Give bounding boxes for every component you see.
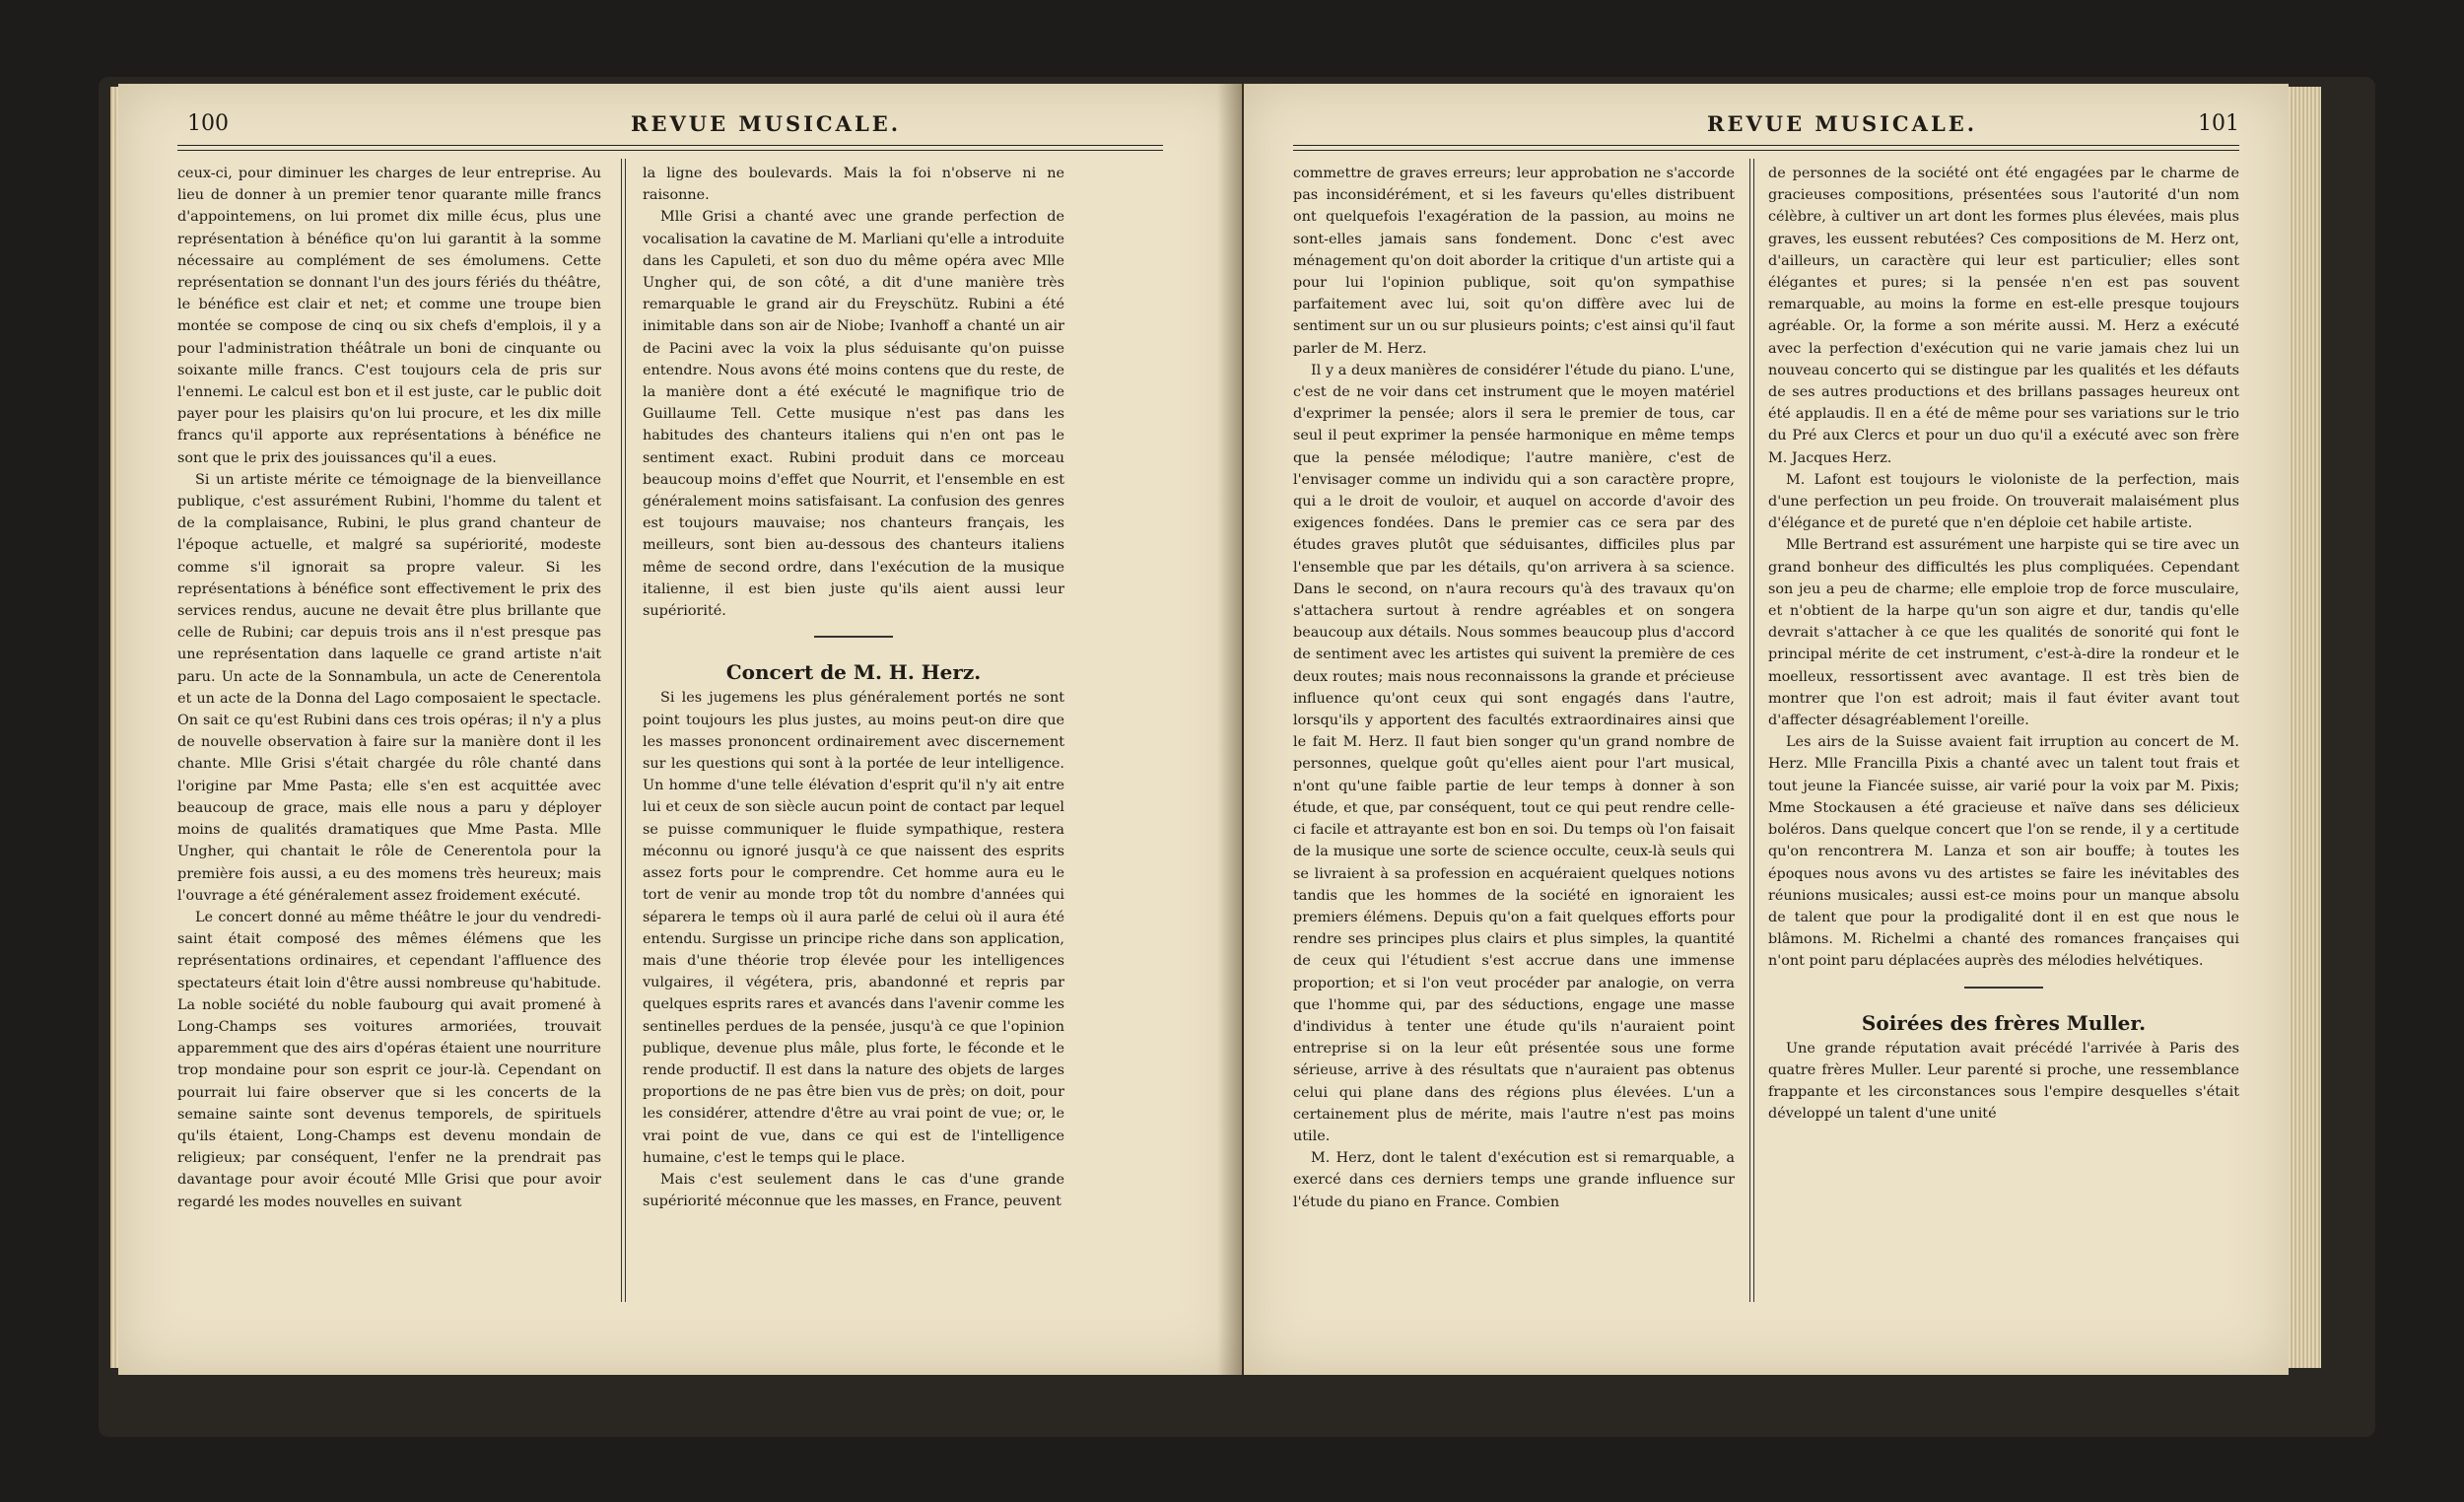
- paragraph: M. Lafont est toujours le violoniste de la perfection, mais d'une perfection un peu froide. On trouverait malaisément plus d'élégance et de pureté que n'en déploie cet habile artiste.: [1768, 471, 2239, 532]
- paragraph: Mlle Grisi a chanté avec une grande perfection de vocalisation la cavatine de M. Marliani qu'elle a introduite dans les Capuleti, et son duo du même opéra avec Mlle Ungher qui, de son côté, a dit d'une manière très remarquable le grand air du Freyschütz. Rubini a été inimitable dans son air de Niobe; Ivanhoff a chanté un air de Pacini avec la voix la plus séduisante qu'on puisse entendre. Nous avons été moins contens que du reste, de la manière dont a été exécuté le magnifique trio de Guillaume Tell. Cette musique n'est pas dans les habitudes des chanteurs italiens qui n'en ont pas le sentiment exact. Rubini produit dans ce morceau beaucoup moins d'effet que Nourrit, et l'ensemble en est généralement moins satisfaisant. La confusion des genres est toujours mauvaise; nos chanteurs français, les meilleurs, sont bien au-dessous des chanteurs italiens même de second ordre, dans l'exécution de la musique italienne, il est bien juste qu'ils aient aussi leur supériorité.: [643, 209, 1064, 620]
- paragraph: Si un artiste mérite ce témoignage de la bienveillance publique, c'est assurément Rubini, l'homme du talent et de la complaisance, Rubini, le plus grand chanteur de l'époque actuelle, et malgré sa supériorité, modeste comme s'il ignorait sa propre valeur. Si les représentations à bénéfice sont effectivement le prix des services rendus, aucune ne devait être plus brillante que celle de Rubini; car depuis trois ans il n'est presque pas une représentation dans laquelle ce grand artiste n'ait paru. Un acte de la Sonnambula, un acte de Cenerentola et un acte de la Donna del Lago composaient le spectacle. On sait ce qu'est Rubini dans ces trois opéras; il n'y a plus de nouvelle observation à faire sur la manière dont il les chante. Mlle Grisi s'était chargée du rôle chanté dans l'origine par Mme Pasta; elle s'en est acquittée avec beaucoup de grace, mais elle nous a paru y déployer moins de qualités dramatiques que Mme Pasta. Mlle Ungher, qui chantait le rôle de Cenerentola pour la première fois aussi, a eu des momens très heureux; mais l'ouvrage a été généralement assez froidement exécuté.: [177, 471, 601, 904]
- page-number: 100: [187, 111, 229, 136]
- running-head: REVUE MUSICALE.: [631, 111, 902, 136]
- section-title: Soirées des frères Muller.: [1861, 1010, 2147, 1035]
- column-2: [643, 163, 1064, 1212]
- column-rule: [621, 159, 626, 1302]
- paragraph: M. Herz, dont le talent d'exécution est si remarquable, a exercé dans ces derniers temps une grande influence sur l'étude du piano en France. Combien: [1293, 1150, 1735, 1210]
- paragraph: Si les jugemens les plus généralement portés ne sont point toujours les plus justes, au moins peut-on dire que les masses prononcent ordinairement avec discernement sur les questions qui sont à la portée de leur intelligence. Un homme d'une telle élévation d'esprit qu'il n'y ait entre lui et ceux de son siècle aucun point de contact par lequel se puisse communiquer le fluide sympathique, restera méconnu ou ignoré jusqu'à ce que naissent des esprits assez forts pour le comprendre. Cet homme aura eu le tort de venir au monde trop tôt du nombre d'années qui séparera le temps où il aura parlé de celui où il aura été entendu. Surgisse un principe riche dans son application, mais d'une théorie trop élevée pour les intelligences vulgaires, il végétera, pris, abandonné et repris par quelques esprits rares et avancés dans l'avenir comme les sentinelles perdues de la pensée, jusqu'à ce que l'opinion publique, devenue plus mâle, plus forte, le féconde et le rende productif. Il est dans la nature des objets de larges proportions de ne pas être bien vus de près; on doit, pour les considérer, attendre d'être au vrai point de vue; or, le vrai point de vue, dans ce qui est de l'intelligence humaine, c'est le temps qui le place.: [643, 690, 1064, 1166]
- column-1: [1293, 163, 1735, 1213]
- paragraph: Les airs de la Suisse avaient fait irruption au concert de M. Herz. Mlle Francilla Pixis a chanté avec un talent tout frais et tout jeune la Fiancée suisse, air varié pour la voix par M. Pixis; Mme Stockausen a été gracieuse et naïve dans ses délicieux boléros. Dans quelque concert que l'on se rende, il y a certitude qu'on rencontrera M. Lanza et son air bouffe; à toutes les époques nous avons vu des artistes se faire les inévitables des réunions musicales; aussi est-ce moins pour un manque absolu de talent que pour la prodigalité dont il en est que nous le blâmons. M. Richelmi a chanté des romances françaises qui n'ont point paru déplacées auprès des mélodies helvétiques.: [1768, 734, 2239, 970]
- right-page: [1244, 84, 2289, 1375]
- paragraph: Le concert donné au même théâtre le jour du vendredi-saint était composé des mêmes élémens que les représentations ordinaires, et cependant l'affluence des spectateurs était loin d'être aussi nombreuse qu'habitude. La noble société du noble faubourg qui avait promené à Long-Champs ses voitures armoriées, trouvait apparemment que des airs d'opéras étaient une nourriture trop mondaine pour son esprit ce jour-là. Cependant on pourrait lui faire observer que si les concerts de la semaine sainte sont devenus temporels, de spirituels qu'ils étaient, Long-Champs est devenu mondain de religieux; par conséquent, l'enfer ne la prendrait pas davantage pour avoir écouté Mlle Grisi que pour avoir regardé les modes nouvelles en suivant: [177, 909, 601, 1210]
- header-rule: [177, 145, 1163, 151]
- page-number: 101: [2198, 111, 2239, 136]
- paragraph: Mlle Bertrand est assurément une harpiste qui se tire avec un grand bonheur des difficultés les plus compliquées. Cependant son jeu a peu de charme; elle emploie trop de force musculaire, et n'obtient de la harpe qu'un son aigre et dur, tandis qu'elle devrait s'attacher à ce que les qualités de sonorité qui font le principal mérite de cet instrument, c'est-à-dire la rondeur et le moelleux, ressortissent avec avantage. Il est très bien de montrer que l'on est adroit; mais il faut éviter avant tout d'affecter désagréablement l'oreille.: [1768, 537, 2239, 729]
- column-rule: [1749, 159, 1754, 1302]
- running-head: REVUE MUSICALE.: [1707, 111, 1978, 136]
- left-page: [118, 84, 1242, 1375]
- paragraph: Il y a deux manières de considérer l'étude du piano. L'une, c'est de ne voir dans cet instrument que le moyen matériel d'exprimer la pensée; alors il sera le premier de tous, car seul il peut exprimer la pensée harmonique en même temps que la pensée mélodique; l'autre manière, c'est de l'envisager comme un individu qui a son caractère propre, qui a le droit de vouloir, et auquel on accorde d'avoir des exigences fondées. Dans le premier cas ce sera par des études graves plutôt que séduisantes, difficiles plus par l'ensemble que par les détails, qu'on arrivera à sa science. Dans le second, on n'aura recours qu'à des travaux qu'on s'attachera surtout à rendre agréables et on songera beaucoup aux détails. Nous sommes beaucoup plus d'accord de sentiment avec les artistes qui suivent la première de ces deux routes; mais nous reconnaissons la grande et précieuse influence qu'ont ceux qui sont engagés dans l'autre, lorsqu'ils y apportent des facultés extraordinaires ainsi que le fait M. Herz. Il faut bien songer qu'un grand nombre de personnes, quelque goût qu'elles aient pour l'art musical, n'ont qu'une faible partie de leur temps à donner à son étude, et que, par conséquent, tout ce qui peut rendre celle-ci facile et attrayante est bon en soi. Du temps où l'on faisait de la musique une sorte de science occulte, ceux-là seuls qui se livraient à sa profession en acquéraient quelques notions tandis que les hommes de la société en ignoraient les premiers élémens. Depuis qu'on a fait quelques efforts pour rendre ses principes plus clairs et plus simples, la quantité de ceux qui l'étudient s'est accrue dans une immense proportion; et si l'on veut procéder par analogie, on verra que l'homme qui, par des séductions, engage une masse d'individus à tenter une étude qu'ils n'auraient point entreprise si on la leur eût présentée sous une forme sérieuse, arrive à des résultats que n'auraient pas obtenus celui qui plane dans des régions plus élevées. L'un a certainement plus de mérite, mais l'autre n'est pas moins utile.: [1293, 362, 1735, 1144]
- section-separator: [1964, 987, 2043, 989]
- section-separator: [814, 636, 893, 638]
- paragraph: de personnes de la société ont été engagées par le charme de gracieuses compositions, présentées sous l'autorité d'un nom célèbre, à cultiver un art dont les formes plus élevées, mais plus graves, les eussent rebutées? Ces compositions de M. Herz ont, d'ailleurs, un caractère qui leur est particulier; elles sont élégantes et pures; si la pensée n'en est pas souvent remarquable, au moins la forme en est-elle presque toujours agréable. Or, la forme a son mérite aussi. M. Herz a exécuté avec la perfection d'exécution qui ne varie jamais chez lui un nouveau concerto qui se distingue par les qualités et les défauts de ses autres productions et des brillans passages heureux ont été applaudis. Il en a été de même pour ses variations sur le trio du Pré aux Clercs et pour un duo qu'il a exécuté avec son frère M. Jacques Herz.: [1768, 166, 2239, 466]
- paragraph: Une grande réputation avait précédé l'arrivée à Paris des quatre frères Muller. Leur parenté si proche, une ressemblance frappante et les circonstances sous l'empire desquelles s'était développé un talent d'une unité: [1768, 1040, 2239, 1123]
- paragraph: la ligne des boulevards. Mais la foi n'observe ni ne raisonne.: [643, 166, 1064, 204]
- header-rule: [1293, 145, 2239, 151]
- column-1: [177, 163, 601, 1213]
- paragraph: ceux-ci, pour diminuer les charges de leur entreprise. Au lieu de donner à un premier tenor quarante mille francs d'appointemens, on lui promet dix mille écus, plus une représentation à bénéfice qu'on lui garantit à la somme nécessaire au complément de ses émolumens. Cette représentation se donnant l'un des jours fériés du théâtre, le bénéfice est clair et net; et comme une troupe bien montée se compose de cinq ou six chefs d'emplois, il y a pour l'administration théâtrale un boni de cinquante ou soixante mille francs. C'est toujours cela de pris sur l'ennemi. Le calcul est bon et il est juste, car le public doit payer pour les plaisirs qu'on lui procure, et les dix mille francs qu'il apporte aux représentations à bénéfice ne sont que le prix des jouissances qu'il a eues.: [177, 166, 601, 466]
- column-2: [1768, 163, 2239, 1126]
- paragraph: Mais c'est seulement dans le cas d'une grande supériorité méconnue que les masses, en France, peuvent: [643, 1171, 1064, 1210]
- section-title: Concert de M. H. Herz.: [725, 660, 982, 685]
- paragraph: commettre de graves erreurs; leur approbation ne s'accorde pas inconsidérément, et si les faveurs qu'elles distribuent ont quelquefois l'exagération de la passion, au moins ne sont-elles jamais sans fondement. Donc c'est avec ménagement qu'on doit aborder la critique d'un artiste qui a pour lui l'opinion publique, soit qu'on sympathise parfaitement avec lui, soit qu'on diffère avec lui de sentiment sur un ou sur plusieurs points; c'est ainsi qu'il faut parler de M. Herz.: [1293, 166, 1735, 357]
